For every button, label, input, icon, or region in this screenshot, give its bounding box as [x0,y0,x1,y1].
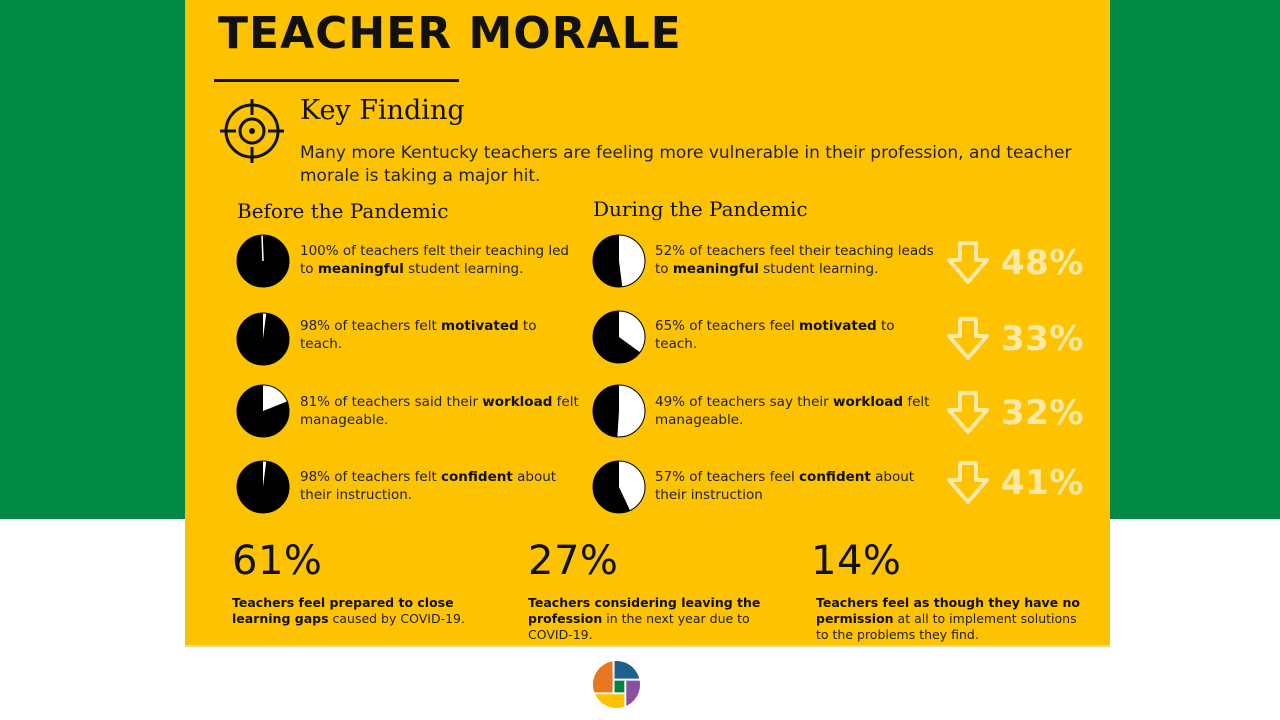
down-arrow-icon [945,390,991,436]
down-arrow-icon [945,240,991,286]
before-pie-workload [236,384,290,438]
panel-bottom-edge [185,645,1110,647]
pie-marker [262,235,263,261]
drop-confident [945,460,1084,506]
drop-value-meaningful: 48% [1001,243,1084,283]
drop-value-workload: 32% [1001,393,1084,433]
drop-meaningful [945,240,1084,286]
title-divider [214,79,459,82]
stat-permission-value: 14% [811,538,902,584]
during-stat-motivated: 65% of teachers feel motivated to teach. [655,318,895,352]
during-pie-confident [592,460,646,514]
drop-value-confident: 41% [1001,463,1084,503]
before-pie-motivated [236,312,290,366]
stat-permission-caption: Teachers feel as though they have no permission at all to implement solutions to the problems they find. [816,595,1080,642]
before-pie-meaningful [236,234,290,288]
down-arrow-icon [945,460,991,506]
down-arrow-icon [945,316,991,362]
page-title: TEACHER MORALE [218,8,682,59]
stat-leaving-value: 27% [528,538,619,584]
stat-prepared-value: 61% [232,538,323,584]
pie-slice [593,235,622,287]
during-stat-workload: 49% of teachers say their workload felt manageable. [655,394,930,428]
during-pie-meaningful [592,234,646,288]
organization-logo [592,660,641,709]
during-pie-motivated [592,310,646,364]
stat-prepared-caption: Teachers feel prepared to close learning gaps caused by COVID-19. [232,595,465,626]
drop-motivated [945,316,1084,362]
stat-leaving-caption: Teachers considering leaving the profession in the next year due to COVID-19. [528,595,761,642]
key-finding-text: Many more Kentucky teachers are feeling more vulnerable in their profession, and teacher morale is taking a major hit. [300,143,1072,186]
during-pie-workload [592,384,646,438]
during-stat-confident: 57% of teachers feel confident about their instruction [655,469,915,503]
during-stat-meaningful: 52% of teachers feel their teaching leads to meaningful student learning. [655,243,934,277]
before-stat-workload: 81% of teachers said their workload felt manageable. [300,394,579,428]
drop-value-motivated: 33% [1001,319,1084,359]
drop-workload [945,390,1084,436]
target-icon [218,97,286,165]
before-stat-confident: 98% of teachers felt confident about their instruction. [300,469,557,503]
key-finding-heading: Key Finding [300,95,465,126]
before-stat-motivated: 98% of teachers felt motivated to teach. [300,318,537,352]
before-pandemic-heading: Before the Pandemic [237,199,449,223]
before-pie-confident [236,460,290,514]
pie-slice [593,385,619,437]
during-pandemic-heading: During the Pandemic [593,197,808,221]
before-stat-meaningful: 100% of teachers felt their teaching led to meaningful student learning. [300,243,570,277]
